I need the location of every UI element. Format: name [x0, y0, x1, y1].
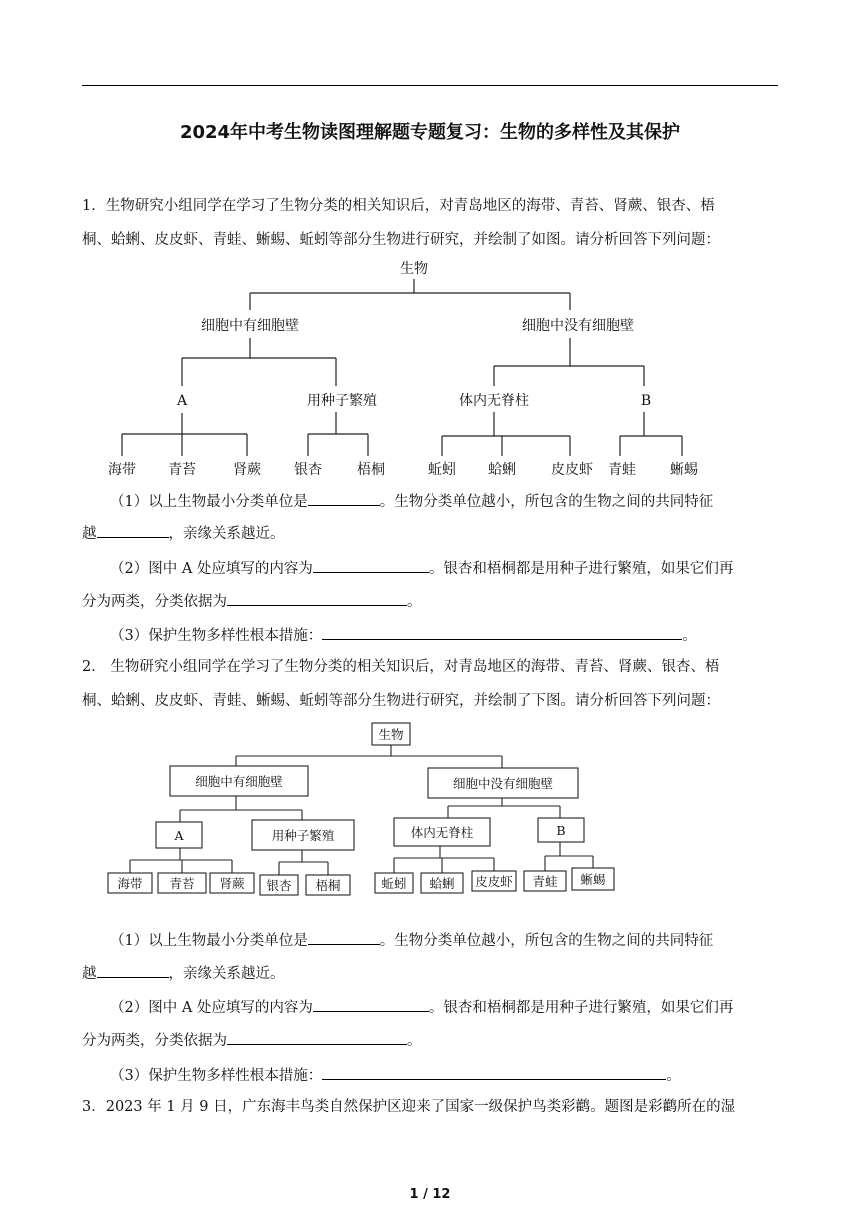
q2-sub2-text-3: 分为两类，分类依据为 — [82, 1033, 227, 1049]
q1-sub3-line — [110, 624, 806, 646]
q2-sub1-text-4: ，亲缘关系越近。 — [168, 966, 285, 982]
q1-sub2-text-4: 。 — [407, 594, 422, 610]
q1-blank-3[interactable] — [313, 557, 429, 573]
tree-node-invertebrate: 体内无脊柱 — [459, 393, 529, 409]
q1-sub1-line2 — [82, 522, 778, 544]
tree-node-seed: 用种子繁殖 — [307, 393, 377, 409]
q1-blank-5[interactable] — [322, 624, 682, 640]
q2-stem-line1: 2． 生物研究小组同学在学习了生物分类的相关知识后，对青岛地区的海带、青苔、肾蕨、银杏、梧 — [82, 659, 720, 675]
box-node-seed: 用种子繁殖 — [271, 828, 335, 843]
q1-sub3-text-2: 。 — [682, 628, 697, 644]
tree-root: 生物 — [400, 261, 428, 277]
q2-sub2-line1 — [110, 996, 806, 1018]
tree-leaf: 梧桐 — [357, 462, 385, 478]
q2-blank-3[interactable] — [313, 996, 429, 1012]
tree-leaf: 青蛙 — [608, 462, 636, 478]
box-leaf: 青苔 — [169, 876, 195, 891]
box-node-a: A — [174, 828, 184, 843]
q2-sub2-text-4: 。 — [407, 1033, 422, 1049]
page-number: 1 / 12 — [409, 1187, 451, 1202]
q1-tree-diagram — [0, 250, 860, 480]
tree-leaf: 肾蕨 — [233, 462, 261, 478]
tree-leaf: 蜥蜴 — [670, 462, 698, 478]
q1-sub1-text-4: ，亲缘关系越近。 — [168, 526, 285, 542]
box-leaf: 梧桐 — [315, 878, 341, 893]
box-leaf: 蚯蚓 — [381, 876, 407, 891]
header-rule — [82, 85, 778, 86]
box-node-no-cell-wall: 细胞中没有细胞壁 — [452, 776, 554, 791]
box-node-b: B — [556, 823, 566, 838]
box-root: 生物 — [378, 727, 404, 742]
box-leaf: 蜥蜴 — [580, 872, 606, 887]
q2-blank-2[interactable] — [97, 962, 169, 978]
q2-sub1-line1 — [110, 929, 806, 951]
q1-sub1-text-2: 。生物分类单位越小，所包含的生物之间的共同特征 — [379, 494, 714, 510]
box-leaf: 银杏 — [266, 878, 292, 893]
box-leaf: 皮皮虾 — [475, 874, 513, 889]
box-node-invertebrate: 体内无脊柱 — [410, 825, 474, 840]
q1-stem-line2: 桐、蛤蜊、皮皮虾、青蛙、蜥蜴、蚯蚓等部分生物进行研究，并绘制了如图。请分析回答下列问题： — [82, 232, 720, 248]
q2-sub2-text: （2）图中 A 处应填写的内容为 — [110, 1000, 313, 1016]
q2-sub1-text-2: 。生物分类单位越小，所包含的生物之间的共同特征 — [379, 933, 714, 949]
tree-leaf: 皮皮虾 — [551, 462, 593, 478]
page-title: 2024年中考生物读图理解题专题复习：生物的多样性及其保护 — [179, 122, 681, 143]
q1-blank-1[interactable] — [308, 490, 380, 506]
tree-leaf: 蚯蚓 — [428, 462, 456, 478]
tree-leaf: 海带 — [108, 462, 136, 478]
q2-sub3-text: （3）保护生物多样性根本措施： — [110, 1068, 323, 1084]
q2-sub3-text-2: 。 — [666, 1068, 681, 1084]
box-leaf: 蛤蜊 — [429, 876, 455, 891]
q2-sub3-line — [110, 1064, 806, 1086]
q1-sub3-text: （3）保护生物多样性根本措施： — [110, 628, 323, 644]
q2-blank-1[interactable] — [308, 929, 380, 945]
q1-sub2-text: （2）图中 A 处应填写的内容为 — [110, 561, 313, 577]
q1-sub2-line2 — [82, 590, 778, 612]
q2-blank-4[interactable] — [227, 1029, 407, 1045]
q1-sub1-text-3: 越 — [82, 526, 97, 542]
tree-leaf: 银杏 — [294, 462, 322, 478]
q1-sub2-line1 — [110, 557, 806, 579]
tree-node-no-cell-wall: 细胞中没有细胞壁 — [522, 318, 634, 334]
box-leaf: 青蛙 — [532, 874, 558, 889]
tree-leaf: 青苔 — [168, 462, 196, 478]
tree-leaf: 蛤蜊 — [488, 462, 516, 478]
tree-node-a: A — [176, 393, 188, 409]
box-node-cell-wall: 细胞中有细胞壁 — [195, 774, 283, 789]
q2-sub2-line2 — [82, 1029, 778, 1051]
q1-blank-2[interactable] — [97, 522, 169, 538]
box-leaf: 海带 — [117, 876, 143, 891]
q2-stem-line2: 桐、蛤蜊、皮皮虾、青蛙、蜥蜴、蚯蚓等部分生物进行研究，并绘制了下图。请分析回答下列问题： — [82, 693, 720, 709]
q1-stem-line1: 1．生物研究小组同学在学习了生物分类的相关知识后，对青岛地区的海带、青苔、肾蕨、银杏、梧 — [82, 198, 715, 214]
tree-node-b: B — [640, 393, 652, 409]
q1-sub2-text-3: 分为两类，分类依据为 — [82, 594, 227, 610]
q1-blank-4[interactable] — [227, 590, 407, 606]
q2-sub1-text-3: 越 — [82, 966, 97, 982]
q1-sub1-text: （1）以上生物最小分类单位是 — [110, 494, 308, 510]
box-leaf: 肾蕨 — [219, 876, 245, 891]
q2-blank-5[interactable] — [322, 1064, 666, 1080]
tree-node-cell-wall: 细胞中有细胞壁 — [201, 318, 299, 334]
q1-sub2-text-2: 。银杏和梧桐都是用种子进行繁殖，如果它们再 — [428, 561, 734, 577]
q2-box-diagram — [0, 718, 860, 908]
q2-sub2-text-2: 。银杏和梧桐都是用种子进行繁殖，如果它们再 — [428, 1000, 734, 1016]
q2-sub1-text: （1）以上生物最小分类单位是 — [110, 933, 308, 949]
q3-stem-line1: 3．2023 年 1 月 9 日，广东海丰鸟类自然保护区迎来了国家一级保护鸟类彩鹳。题图是彩鹳所在的湿 — [82, 1099, 736, 1115]
q1-sub1-line1 — [110, 490, 806, 512]
q2-sub1-line2 — [82, 962, 778, 984]
